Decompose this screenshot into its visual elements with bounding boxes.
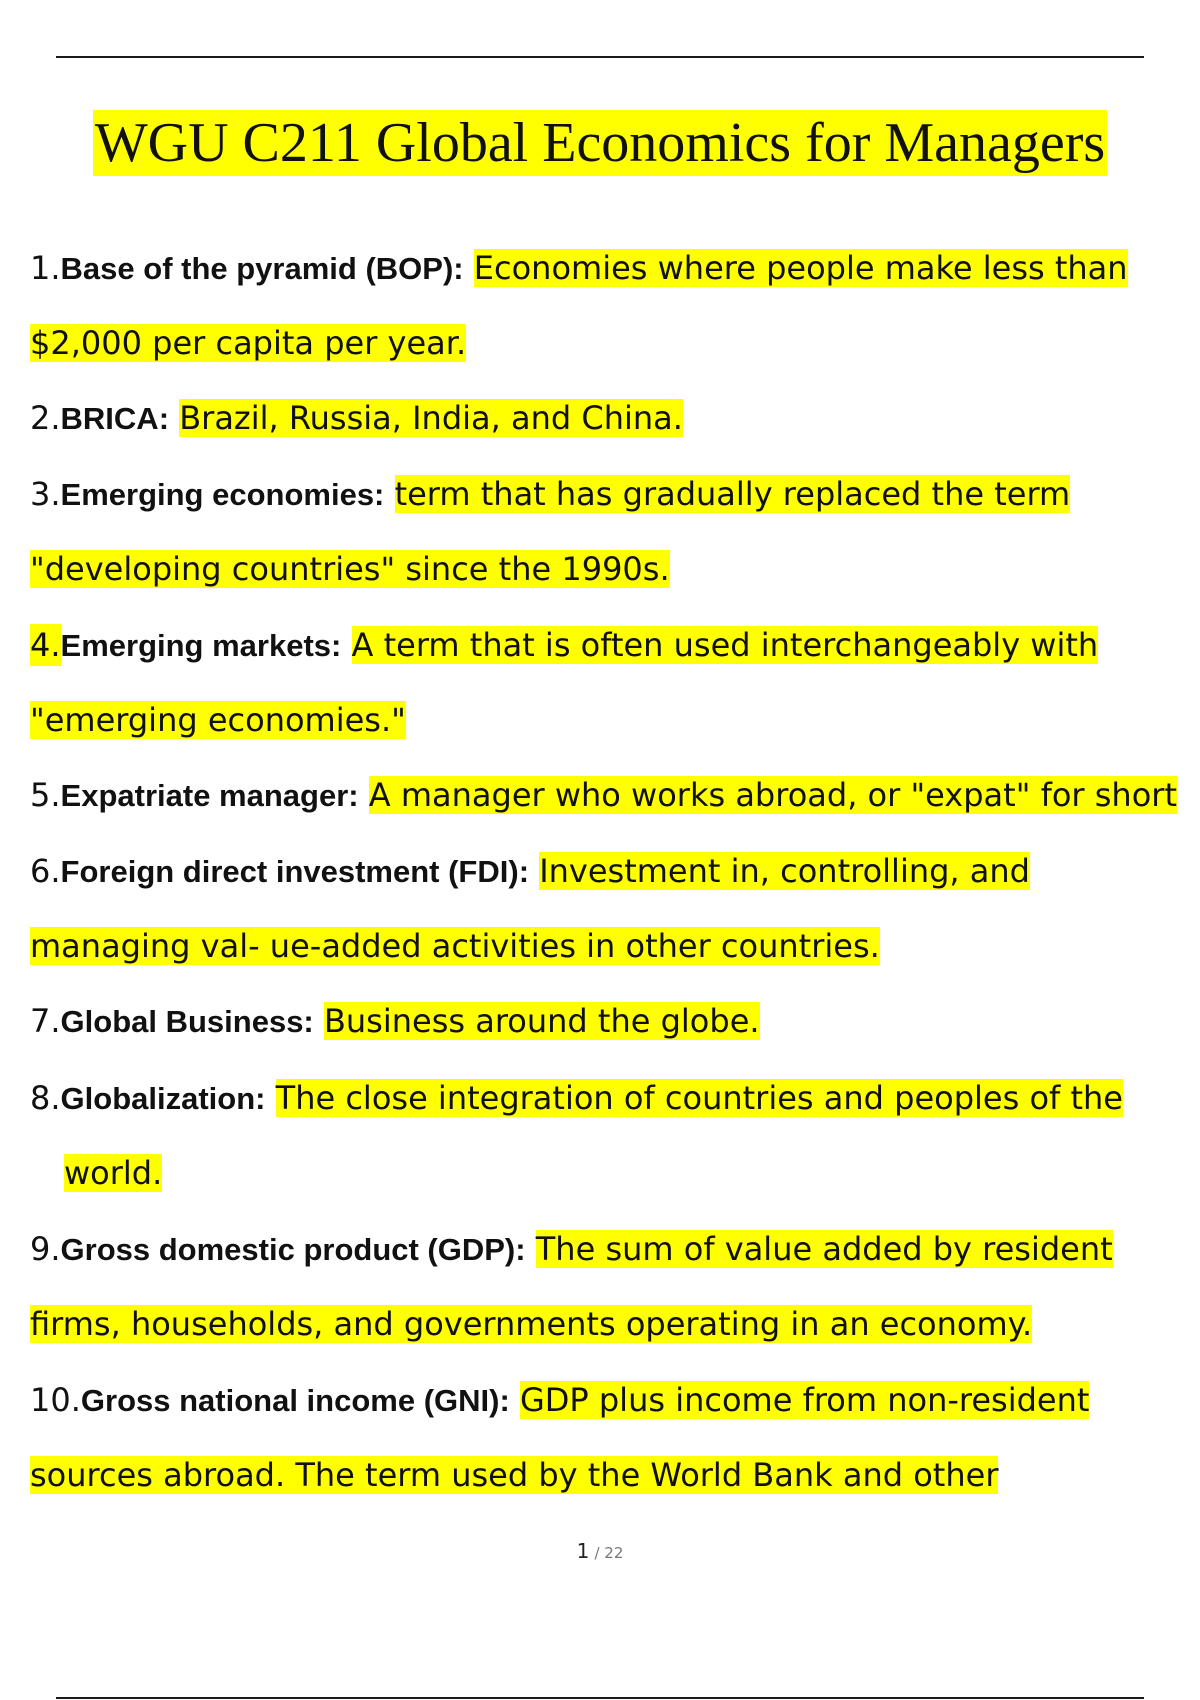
- list-item: [30, 624, 1098, 667]
- item-definition-line2: firms, households, and governments operating in an economy.: [30, 1305, 1033, 1343]
- bottom-divider: [56, 1697, 1144, 1699]
- item-definition: term that has gradually replaced the term: [394, 475, 1071, 513]
- item-definition-continued: [30, 1454, 998, 1496]
- list-item: [30, 850, 1030, 893]
- title-container: [0, 110, 1200, 176]
- item-term: Gross domestic product (GDP):: [60, 1232, 526, 1267]
- item-definition-continued: [30, 925, 880, 967]
- item-definition-line2: $2,000 per capita per year.: [30, 324, 467, 362]
- item-definition-continued: [30, 548, 670, 590]
- item-definition-line2: world.: [64, 1154, 163, 1192]
- item-number: 1.: [30, 249, 61, 287]
- top-divider: [56, 56, 1144, 58]
- list-item: [30, 1077, 1123, 1120]
- document-title: WGU C211 Global Economics for Managers: [94, 112, 1106, 174]
- item-number: 7.: [30, 1002, 61, 1040]
- item-term: Base of the pyramid (BOP):: [60, 251, 464, 286]
- list-item: [30, 473, 1070, 516]
- item-definition-continued: [64, 1152, 162, 1194]
- list-item: [30, 247, 1128, 290]
- item-number: 10.: [30, 1381, 81, 1419]
- list-item: [30, 397, 683, 440]
- item-term: Globalization:: [60, 1081, 266, 1116]
- total-pages: / 22: [594, 1544, 624, 1562]
- list-item: [30, 1379, 1089, 1422]
- item-number: 5.: [30, 776, 61, 814]
- item-number: 4.: [30, 626, 61, 664]
- page-indicator: [0, 1539, 1200, 1563]
- list-item: [30, 1228, 1113, 1271]
- item-definition: The sum of value added by resident: [535, 1230, 1113, 1268]
- item-definition: A manager who works abroad, or "expat" for short: [368, 776, 1177, 814]
- item-definition: The close integration of countries and peoples of the: [275, 1079, 1123, 1117]
- item-definition-line2: "emerging economies.": [30, 701, 406, 739]
- current-page-number: 1: [576, 1539, 590, 1563]
- item-definition-line2: managing val- ue-added activities in other countries.: [30, 927, 880, 965]
- item-definition: GDP plus income from non-resident: [519, 1381, 1090, 1419]
- item-number: 2.: [30, 399, 61, 437]
- item-definition-line2: "developing countries" since the 1990s.: [30, 550, 670, 588]
- item-term: Emerging markets:: [60, 628, 342, 663]
- item-definition: Brazil, Russia, India, and China.: [179, 399, 683, 437]
- item-definition-continued: [30, 699, 406, 741]
- item-term: Expatriate manager:: [60, 778, 359, 813]
- item-number: 6.: [30, 852, 61, 890]
- item-number: 3.: [30, 475, 61, 513]
- item-term: Gross national income (GNI):: [80, 1383, 510, 1418]
- item-term: Foreign direct investment (FDI):: [60, 854, 530, 889]
- item-definition-line2: sources abroad. The term used by the World Bank and other: [30, 1456, 999, 1494]
- list-item: [30, 1000, 760, 1043]
- item-number: 9.: [30, 1230, 61, 1268]
- item-term: Emerging economies:: [60, 477, 385, 512]
- list-item: [30, 774, 1177, 817]
- item-definition-continued: [30, 322, 466, 364]
- item-definition-continued: [30, 1303, 1032, 1345]
- item-number: 8.: [30, 1079, 61, 1117]
- item-definition: A term that is often used interchangeably with: [351, 626, 1099, 664]
- item-definition: Investment in, controlling, and: [539, 852, 1030, 890]
- item-definition: Business around the globe.: [323, 1002, 760, 1040]
- item-definition: Economies where people make less than: [473, 249, 1128, 287]
- item-term: BRICA:: [60, 401, 170, 436]
- item-term: Global Business:: [60, 1004, 314, 1039]
